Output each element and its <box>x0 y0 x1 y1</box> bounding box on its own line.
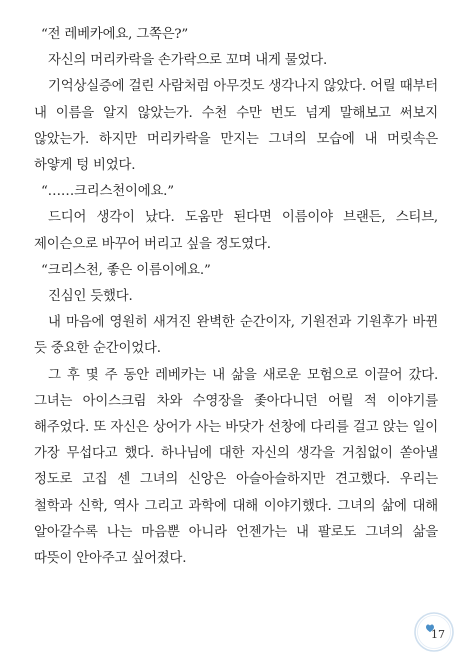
body-paragraph: 기억상실증에 걸린 사람처럼 아무것도 생각나지 않았다. 어릴 때부터 내 이름을 알지 않았는가. 수천 수만 번도 넘게 말해보고 써보지 않았는가. 하지만 머리카락을 만지는 그녀의 모습에 내 머릿속은 하얗게 텅 비었다. <box>34 79 438 174</box>
body-text <box>34 22 438 572</box>
body-paragraph: 드디어 생각이 났다. 도움만 된다면 이름이야 브랜든, 스티브, 제이슨으로 바꾸어 버리고 싶을 정도였다. <box>34 210 438 252</box>
dialogue-paragraph: “크리스천, 좋은 이름이에요.” <box>41 262 211 278</box>
page-number: 17 <box>431 628 445 641</box>
body-paragraph: 그 후 몇 주 동안 레베카는 내 삶을 새로운 모험으로 이끌어 갔다. 그녀는 아이스크림 차와 수영장을 좇아다니던 어릴 적 이야기를 해주었다. 또 자신은 상어가 사는 바닷가 선창에 다리를 걸고 앉는 일이 가장 무섭다고 했다. 하나님에 대한 자신의 생각을 거침없이 쏟아낼 정도로 고집 센 그녀의 신앙은 아슬아슬하지만 견고했다. 우리는 철학과 신학, 역사 그리고 과학에 대해 이야기했다. 그녀의 삶에 대해 알아갈수록 나는 마음뿐 아니라 언젠가는 내 팔로도 그녀의 삶을 따뜻이 안아주고 싶어졌다. <box>34 367 438 567</box>
body-paragraph: 자신의 머리카락을 손가락으로 꼬며 내게 물었다. <box>48 53 328 69</box>
page-number-badge <box>413 611 455 653</box>
dialogue-paragraph: “전 레베카에요, 그쪽은?” <box>41 27 189 42</box>
body-paragraph: 진심인 듯했다. <box>48 289 133 305</box>
body-paragraph: 내 마음에 영원히 새겨진 완벽한 순간이자, 기원전과 기원후가 바뀐 듯 중요한 순간이었다. <box>34 315 438 357</box>
dialogue-paragraph: “……크리스천이에요.” <box>41 184 174 200</box>
